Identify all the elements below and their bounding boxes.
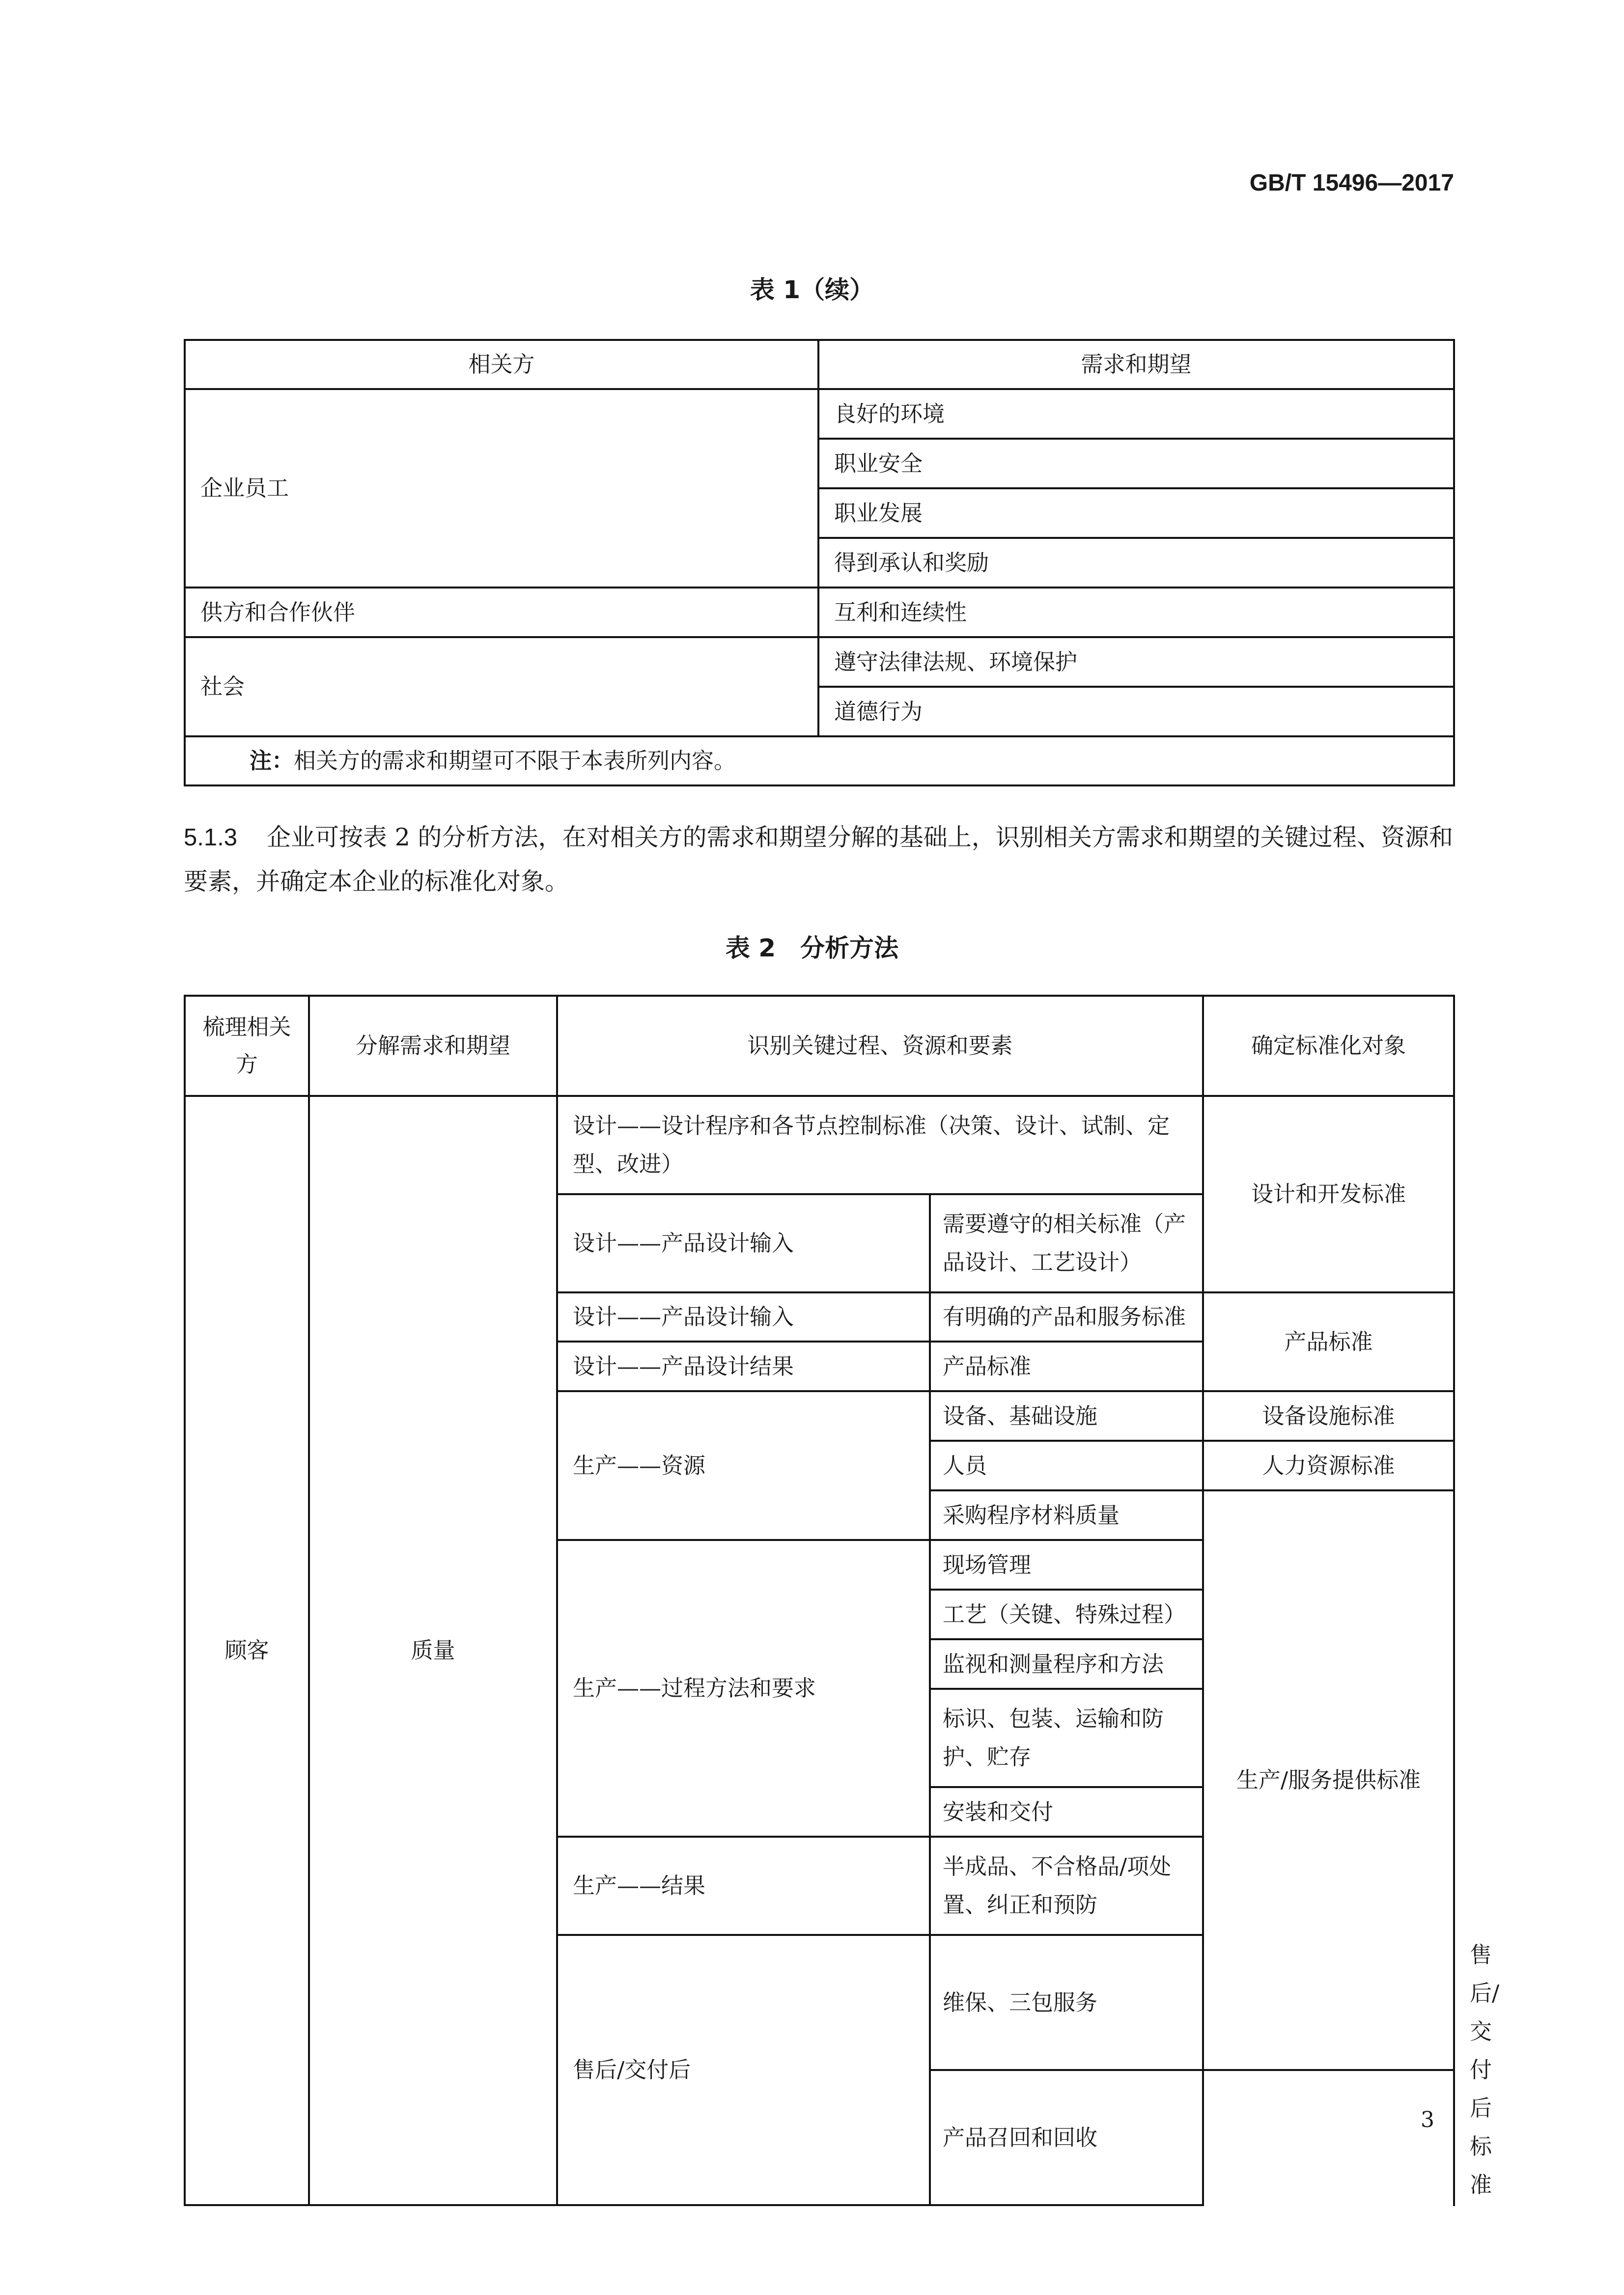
party-customer: 顾客 bbox=[185, 1096, 309, 2205]
table2-caption: 表 2 分析方法 bbox=[725, 934, 899, 962]
need-cell: 道德行为 bbox=[818, 687, 1454, 736]
element-cell: 设备、基础设施 bbox=[930, 1391, 1203, 1441]
element-cell: 人员 bbox=[930, 1441, 1203, 1490]
element-cell: 采购程序材料质量 bbox=[930, 1490, 1203, 1540]
element-cell: 产品召回和回收 bbox=[930, 2070, 1203, 2205]
object-cell: 产品标准 bbox=[1203, 1292, 1454, 1391]
process-cell: 生产——过程方法和要求 bbox=[557, 1540, 930, 1837]
clause-paragraph bbox=[184, 815, 1453, 904]
element-cell: 工艺（关键、特殊过程） bbox=[930, 1590, 1203, 1639]
table2-header-needs: 分解需求和期望 bbox=[309, 996, 557, 1096]
object-cell: 设备设施标准 bbox=[1203, 1391, 1454, 1441]
note-label: 注： bbox=[250, 748, 294, 774]
clause-number: 5.1.3 bbox=[184, 824, 237, 851]
element-cell: 需要遵守的相关标准（产品设计、工艺设计） bbox=[930, 1194, 1203, 1292]
need-cell: 良好的环境 bbox=[818, 389, 1454, 439]
need-cell: 互利和连续性 bbox=[818, 588, 1454, 637]
party-employees: 企业员工 bbox=[185, 389, 818, 588]
process-cell: 设计——设计程序和各节点控制标准（决策、设计、试制、定型、改进） bbox=[557, 1096, 1203, 1194]
element-cell: 维保、三包服务 bbox=[930, 1935, 1203, 2070]
element-cell: 有明确的产品和服务标准 bbox=[930, 1292, 1203, 1342]
element-cell: 标识、包装、运输和防护、贮存 bbox=[930, 1689, 1203, 1787]
element-cell: 监视和测量程序和方法 bbox=[930, 1639, 1203, 1689]
element-cell: 安装和交付 bbox=[930, 1787, 1203, 1837]
process-cell: 设计——产品设计结果 bbox=[557, 1342, 930, 1391]
note-text: 相关方的需求和期望可不限于本表所列内容。 bbox=[294, 748, 736, 774]
table1-caption: 表 1（续） bbox=[750, 276, 874, 304]
table1-header-party: 相关方 bbox=[185, 340, 818, 389]
need-cell: 得到承认和奖励 bbox=[818, 538, 1454, 588]
page-number: 3 bbox=[1421, 2107, 1434, 2132]
table1-note bbox=[185, 736, 1454, 785]
process-cell: 设计——产品设计输入 bbox=[557, 1194, 930, 1292]
object-cell: 生产/服务提供标准 bbox=[1203, 1490, 1454, 2070]
table1-header-needs: 需求和期望 bbox=[818, 340, 1454, 389]
table2-header-party: 梳理相关方 bbox=[185, 996, 309, 1096]
stakeholder-needs-table bbox=[184, 339, 1455, 786]
need-cell: 职业发展 bbox=[818, 488, 1454, 538]
process-cell: 设计——产品设计输入 bbox=[557, 1292, 930, 1342]
party-society: 社会 bbox=[185, 637, 818, 736]
clause-text: 企业可按表 2 的分析方法，在对相关方的需求和期望分解的基础上，识别相关方需求和期望的关键过程、资源和要素，并确定本企业的标准化对象。 bbox=[184, 823, 1453, 896]
need-cell: 遵守法律法规、环境保护 bbox=[818, 637, 1454, 687]
party-suppliers: 供方和合作伙伴 bbox=[185, 588, 818, 637]
need-quality: 质量 bbox=[309, 1096, 557, 2205]
need-cell: 职业安全 bbox=[818, 439, 1454, 488]
analysis-method-table: 梳理相关方 分解需求和期望 识别关键过程、资源和要素 确定标准化对象 顾客 质量 设计——设计程序和各节点控制标准（决策、设计、试制、定型、改进） 设计和开发标准 设计——产品设计输入 需要遵守的相关标准（产品设计、工艺设计） 设计——产品设计输入 有明确的产品和服务标准 产品标准 设计——产品设计结果 产品标准 生产——资源 设备、基础设施 设备设施标准 人员 人力资源标准 采购程序材料质量 生产/服务提供标准 生产——过程方法和要求 现场管理 工艺（关键、特殊过程） 监视和测量程序和方法 标识、包装、运输和防护、贮存 安装和交付 生产——结果 半成品、不合格品/项处置、纠正和预防 售后/交付后 维保、三包服务 售后/交付后标准 产品召回和回收 bbox=[184, 995, 1455, 2206]
element-cell: 现场管理 bbox=[930, 1540, 1203, 1590]
object-cell: 设计和开发标准 bbox=[1203, 1096, 1454, 1292]
standard-code: GB/T 15496—2017 bbox=[1249, 170, 1454, 196]
object-cell: 人力资源标准 bbox=[1203, 1441, 1454, 1490]
process-cell: 生产——结果 bbox=[557, 1837, 930, 1935]
table2-header-elements: 识别关键过程、资源和要素 bbox=[557, 996, 1203, 1096]
table2-header-objects: 确定标准化对象 bbox=[1203, 996, 1454, 1096]
element-cell: 产品标准 bbox=[930, 1342, 1203, 1391]
process-cell: 生产——资源 bbox=[557, 1391, 930, 1540]
element-cell: 半成品、不合格品/项处置、纠正和预防 bbox=[930, 1837, 1203, 1935]
process-cell: 售后/交付后 bbox=[557, 1935, 930, 2205]
